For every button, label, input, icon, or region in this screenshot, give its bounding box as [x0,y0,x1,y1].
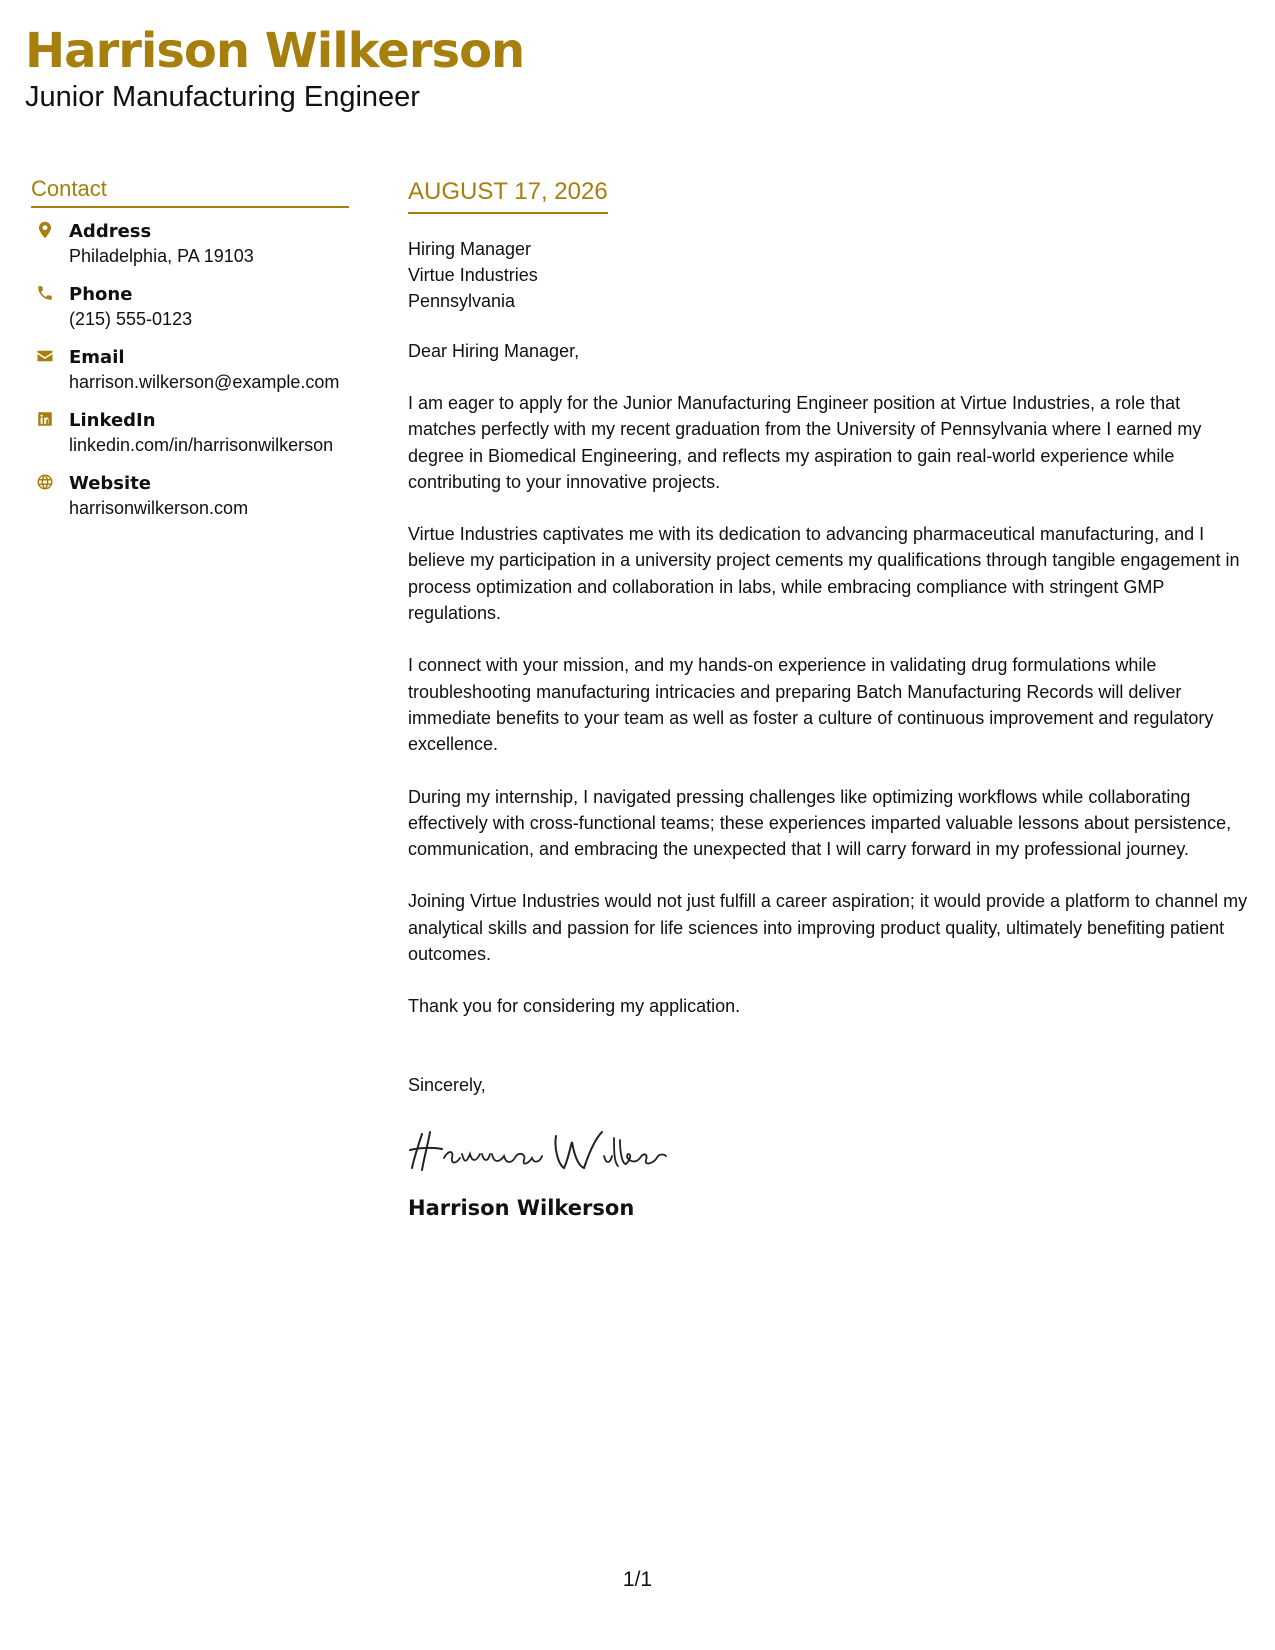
contact-value: linkedin.com/in/harrisonwilkerson [69,435,334,455]
letter-date: AUGUST 17, 2026 [408,177,608,214]
contact-value: harrison.wilkerson@example.com [69,372,340,392]
letter-paragraph: I connect with your mission, and my hands-on experience in validating drug formulations while troubleshooting manufacturing intricacies and preparing Batch Manufacturing Records will deliver immediate benefits to your team as well as foster a culture of continuous improvement and regulatory excellence. [408,655,1214,755]
contact-value: harrisonwilkerson.com [69,498,249,518]
recipient-line: Hiring Manager [408,239,532,259]
contact-section-title: Contact [31,176,349,208]
letter-paragraph: During my internship, I navigated pressing challenges like optimizing workflows while collaborating effectively with cross-functional teams; these experiences imparted valuable lessons about persistence, communication, and embracing the unexpected that I will carry forward in my professional journey. [408,786,1232,860]
linkedin-icon [35,409,55,429]
contact-list [31,220,351,520]
recipient-line: Pennsylvania [408,291,516,311]
contact-label: Address [69,221,152,242]
contact-item-phone [31,283,351,331]
contact-item-linkedin [31,409,351,457]
recipient-line: Virtue Industries [408,265,538,285]
contact-item-website [31,472,351,520]
contact-label: Website [69,473,152,494]
envelope-icon [35,346,55,366]
letter-paragraph: I am eager to apply for the Junior Manufacturing Engineer position at Virtue Industries, a role that matches perfectly with my recent graduation from the University of Pennsylvania where I earned my degree in Biomedical Engineering, and reflects my aspiration to gain real-world experience while contributing to your innovative projects. [408,393,1202,492]
contact-label: LinkedIn [69,410,156,431]
candidate-role: Junior Manufacturing Engineer [25,81,420,113]
recipient-block [408,236,1253,314]
page-header [25,22,524,114]
letter-paragraph: Thank you for considering my application. [408,996,741,1017]
contact-item-email [31,346,351,394]
contact-value: Philadelphia, PA 19103 [69,246,254,266]
contact-value: (215) 555-0123 [69,309,193,329]
map-pin-icon [35,220,55,240]
contact-label: Email [69,347,125,368]
salutation: Dear Hiring Manager, [408,341,580,361]
letter-paragraph: Virtue Industries captivates me with its dedication to advancing pharmaceutical manufacturing, and I believe my participation in a university project cements my qualifications through tangible engagement in process optimization and collaboration in labs, while embracing compliance with stringent GMP regulations. [408,524,1240,624]
letter-paragraph: Joining Virtue Industries would not just fulfill a career aspiration; it would provide a platform to channel my analytical skills and passion for life sciences into improving product quality, ultimately benefiting patient outcomes. [408,891,1248,965]
contact-label: Phone [69,284,133,305]
page-number: 1/1 [622,1568,653,1591]
contact-item-address [31,220,351,268]
handwritten-signature [408,1124,1253,1184]
phone-icon [35,283,55,303]
signer-name: Harrison Wilkerson [408,1195,635,1220]
letter-body [408,177,1253,1222]
globe-icon [35,472,55,492]
closing: Sincerely, [408,1074,486,1095]
contact-sidebar [31,176,351,535]
candidate-name: Harrison Wilkerson [25,23,525,79]
